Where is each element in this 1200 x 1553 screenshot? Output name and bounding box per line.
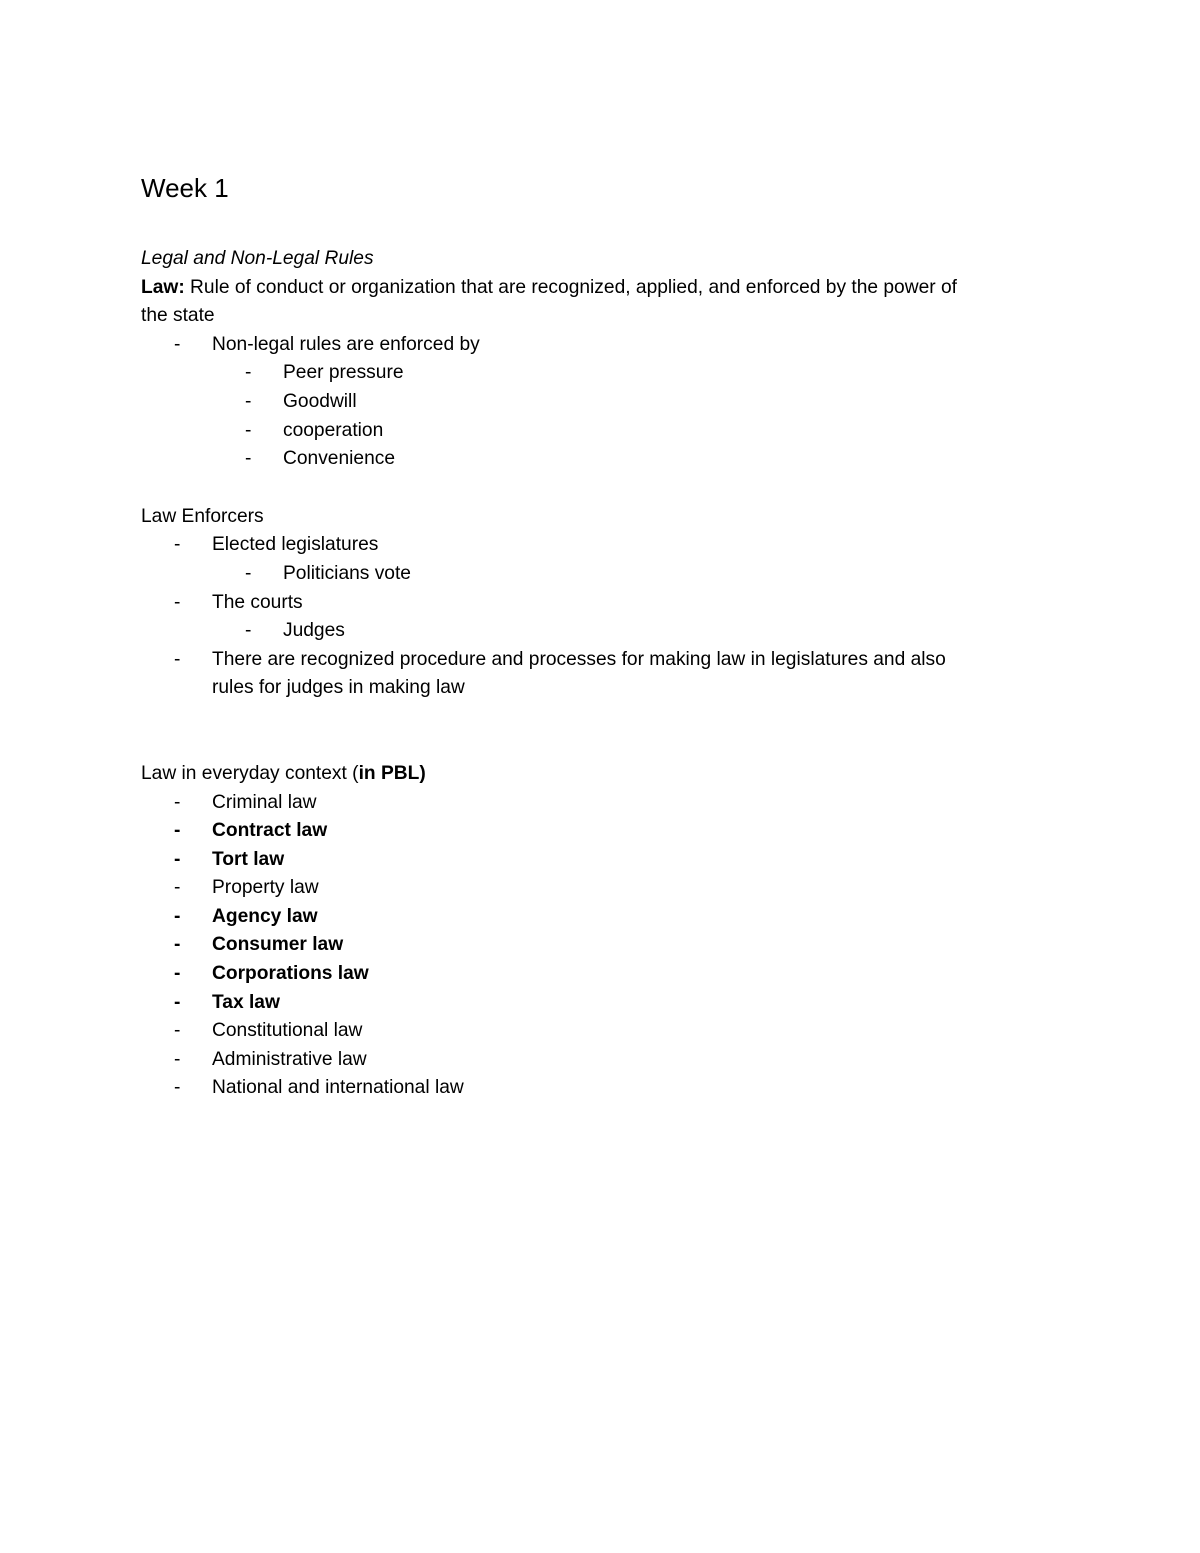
bullet-dash: - — [245, 390, 252, 412]
list-item: - Constitutional law — [141, 1017, 1071, 1046]
law-label: Law: — [141, 276, 185, 298]
bullet-dash: - — [174, 877, 181, 899]
bullet-dash: - — [174, 591, 181, 613]
bullet-dash: - — [174, 820, 181, 842]
bullet-dash: - — [174, 905, 181, 927]
list-item: - Contract law — [141, 817, 1071, 846]
law-definition — [141, 274, 1071, 303]
bullet-dash: - — [245, 362, 252, 384]
bullet-dash: - — [174, 534, 181, 556]
bullet-dash: - — [174, 963, 181, 985]
list-item: - Non-legal rules are enforced by — [141, 331, 1071, 360]
list-item: - Property law — [141, 874, 1071, 903]
list-item: - Convenience — [141, 445, 1071, 474]
list-item: - Tort law — [141, 846, 1071, 875]
bullet-dash: - — [174, 648, 181, 670]
list-item: - Consumer law — [141, 931, 1071, 960]
list-item: - The courts — [141, 589, 1071, 618]
law-types-list — [141, 789, 1071, 1104]
bullet-dash: - — [174, 333, 181, 355]
bullet-dash: - — [174, 791, 181, 813]
bullet-dash: - — [174, 991, 181, 1013]
list-item: - Criminal law — [141, 789, 1071, 818]
section-heading-legal-rules: Legal and Non-Legal Rules — [141, 248, 374, 269]
document-page — [141, 168, 1071, 1103]
list-item: - Tax law — [141, 989, 1071, 1018]
bullet-dash: - — [174, 934, 181, 956]
bullet-dash: - — [245, 620, 252, 642]
law-definition-text: Rule of conduct or organization that are recognized, applied, and enforced by the power of — [184, 276, 957, 298]
section-heading-everyday-law: Law in everyday context (in PBL) — [141, 762, 426, 784]
list-item: - Politicians vote — [141, 560, 1071, 589]
list-item: - Judges — [141, 617, 1071, 646]
law-definition-continued: the state — [141, 305, 215, 327]
bullet-dash: - — [174, 1020, 181, 1042]
bullet-dash: - — [174, 848, 181, 870]
bullet-dash: - — [245, 562, 252, 584]
list-item-continued: rules for judges in making law — [212, 677, 465, 699]
list-item: - Elected legislatures — [141, 531, 1071, 560]
section-heading-law-enforcers: Law Enforcers — [141, 505, 264, 527]
bullet-dash: - — [245, 419, 252, 441]
list-item: - There are recognized procedure and processes for making law in legislatures and also — [141, 646, 1071, 675]
list-item: - Administrative law — [141, 1046, 1071, 1075]
bullet-dash: - — [245, 448, 252, 470]
list-item: - Goodwill — [141, 388, 1071, 417]
bullet-dash: - — [174, 1077, 181, 1099]
list-item: - National and international law — [141, 1074, 1071, 1103]
list-item: - cooperation — [141, 417, 1071, 446]
bullet-dash: - — [174, 1048, 181, 1070]
list-item: - Corporations law — [141, 960, 1071, 989]
page-title: Week 1 — [141, 173, 229, 203]
list-item: - Agency law — [141, 903, 1071, 932]
list-item: - Peer pressure — [141, 359, 1071, 388]
